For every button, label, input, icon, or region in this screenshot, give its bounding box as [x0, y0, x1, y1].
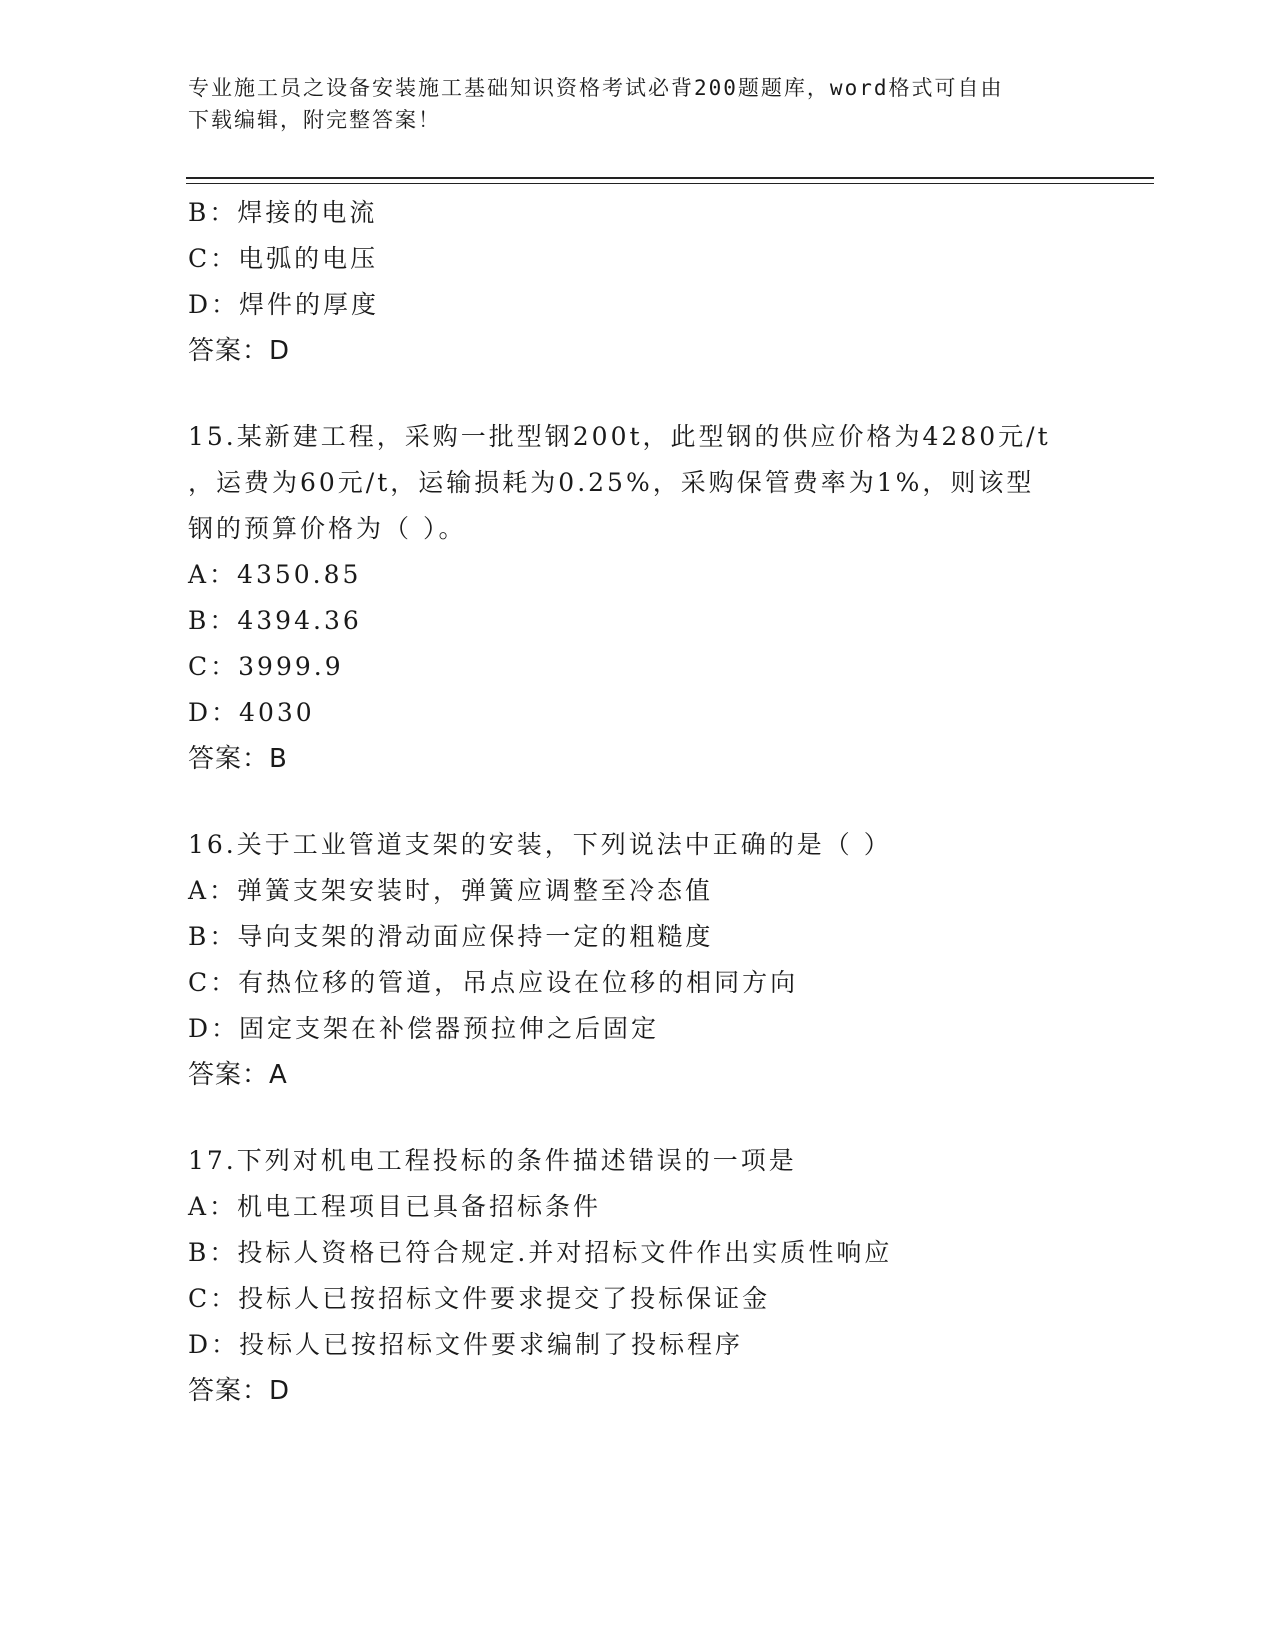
option-c: C：有热位移的管道，吊点应设在位移的相同方向	[188, 968, 799, 997]
question-14-continued	[188, 190, 1088, 374]
option-d: D：固定支架在补偿器预拉伸之后固定	[188, 1014, 660, 1043]
option-d: D：焊件的厚度	[188, 290, 380, 319]
question-stem: 钢的预算价格为（ ）。	[188, 514, 467, 543]
option-a: A：4350.85	[188, 560, 362, 589]
header-rule-thick	[186, 177, 1154, 179]
option-b: B：投标人资格已符合规定.并对招标文件作出实质性响应	[188, 1238, 893, 1267]
question-stem: 15.某新建工程，采购一批型钢200t，此型钢的供应价格为4280元/t	[188, 422, 1051, 451]
question-stem: 16.关于工业管道支架的安装，下列说法中正确的是（ ）	[188, 830, 892, 859]
answer: 答案：A	[188, 1060, 288, 1090]
option-d: D：投标人已按招标文件要求编制了投标程序	[188, 1330, 744, 1359]
option-b: B：4394.36	[188, 606, 362, 635]
answer: 答案：B	[188, 744, 288, 774]
option-c: C：投标人已按招标文件要求提交了投标保证金	[188, 1284, 771, 1313]
option-b: B：焊接的电流	[188, 198, 378, 227]
answer: 答案：D	[188, 1376, 291, 1406]
header-line-1: 专业施工员之设备安装施工基础知识资格考试必背200题题库，word格式可自由	[188, 76, 1004, 100]
question-stem: ，运费为60元/t，运输损耗为0.25%，采购保管费率为1%，则该型	[188, 468, 1035, 497]
document-header	[188, 72, 1068, 136]
option-b: B：导向支架的滑动面应保持一定的粗糙度	[188, 922, 714, 951]
header-line-2: 下载编辑，附完整答案！	[188, 108, 441, 132]
question-list	[188, 190, 1088, 1414]
answer: 答案：D	[188, 336, 291, 366]
question-16	[188, 822, 1088, 1098]
option-c: C：电弧的电压	[188, 244, 379, 273]
option-c: C：3999.9	[188, 652, 344, 681]
question-stem: 17.下列对机电工程投标的条件描述错误的一项是	[188, 1146, 797, 1175]
option-a: A：弹簧支架安装时，弹簧应调整至冷态值	[188, 876, 714, 905]
header-rule-thin	[186, 183, 1154, 184]
question-15	[188, 414, 1088, 782]
question-17	[188, 1138, 1088, 1414]
option-d: D：4030	[188, 698, 315, 727]
option-a: A：机电工程项目已具备招标条件	[188, 1192, 602, 1221]
